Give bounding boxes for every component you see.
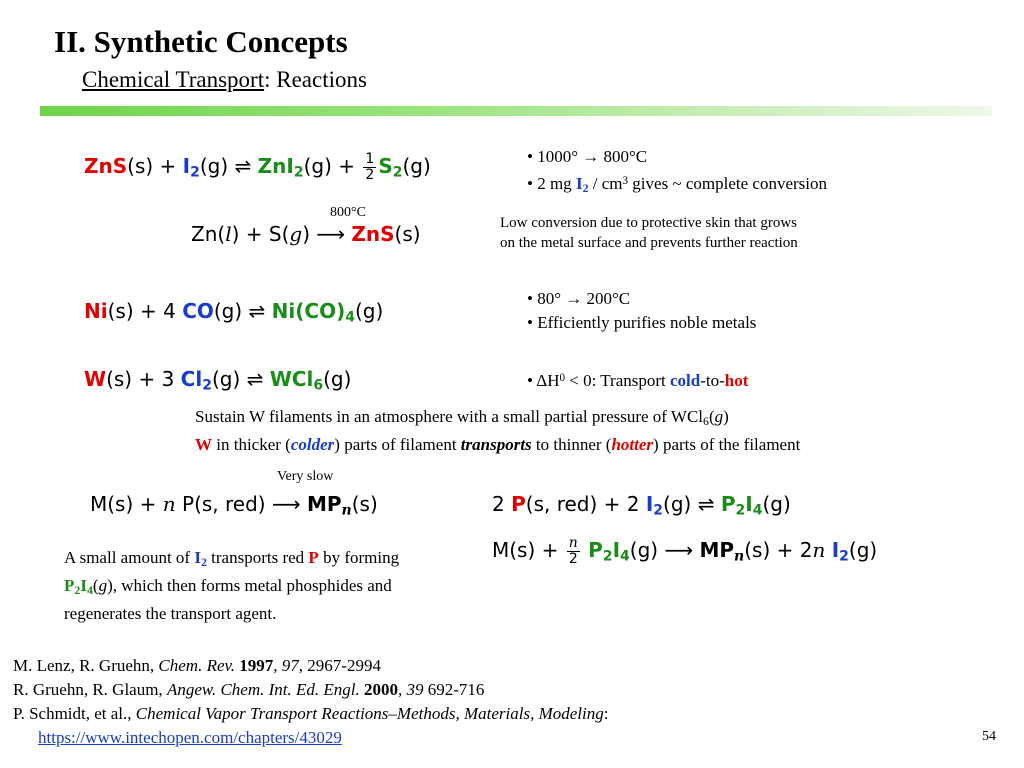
reference-1: M. Lenz, R. Gruehn, Chem. Rev. 1997, 97, 2967-2994 [13,656,381,675]
phosphorus-explanation: A small amount of $I_2$ transports red P by forming $P_2I_4(g)$, which then forms metal phosphides and regenerates the transport agent. [64,548,400,623]
note-temp: • 1000° → 800°C [527,147,648,166]
ni-formula: Ni [84,299,108,323]
reaction-p2i4-decomposition: M(s) + $\frac{n}{2}$ $P_2I_4(g)$ ⟶ $MP_n(s) + 2n$ $I_2(g)$ [492,535,878,567]
very-slow-label: Very slow [277,469,334,484]
page-subtitle [82,67,367,93]
reaction-p2i4-formation: 2 P(s, red) + 2 $I_2(g)$ ⇌ $P_2I_4(g)$ [492,492,791,519]
temp-label: 800°C [330,205,366,220]
notes-reaction3: • 80° → 200°C • Efficiently purifies noble metals [527,289,757,332]
i2-formula: $I_2$ [182,154,200,181]
zns-formula: ZnS [84,154,128,178]
notes-reaction4: • $\Delta H^0 < 0$: Transport cold-to-hot [527,370,749,390]
reaction-zn-s: Zn(l) + S(g) ⟶ ZnS(s) [191,222,421,246]
notes-reaction2: Low conversion due to protective skin that grows on the metal surface and prevents further reaction [500,215,798,251]
plus: + [159,154,177,178]
page-title: II. Synthetic Concepts [54,24,348,59]
reference-link[interactable]: https://www.intechopen.com/chapters/43029 [38,728,342,747]
tungsten-explanation: Sustain W filaments in an atmosphere with a small partial pressure of WCl$_6$(g) W in thicker (colder) parts of filament transports to thinner (hotter) parts of the filament [195,407,801,454]
cl2-formula: $Cl_2$ [180,367,212,394]
subtitle-rest: : Reactions [264,67,367,92]
subtitle-underlined: Chemical Transport [82,67,265,92]
reaction-tungsten: W(s) + 3 $Cl_2(g)$ ⇌ WCl$_6$(g) [84,367,352,394]
reference-3: P. Schmidt, et al., Chemical Vapor Transport Reactions–Methods, Materials, Modeling: [13,704,609,723]
phase: (g) [199,154,229,178]
page-number: 54 [982,729,996,744]
wcl6-formula: WCl$_6$ [269,367,324,394]
phase: (g) [402,154,431,178]
p2i4-formula: $P_2I_4$ [720,492,763,519]
fraction-n-half: $\frac{n}{2}$ [568,535,578,567]
fraction-half: $\frac{1}{2}$ [365,151,375,183]
equilibrium-arrow: ⇌ [234,154,252,178]
phase: (s) [127,154,154,178]
s2-formula: $S_2$ [378,154,403,181]
mpn-formula: $MP_n$ [306,492,352,519]
phase: (g) [303,154,332,178]
reference-2: R. Gruehn, R. Glaum, Angew. Chem. Int. Ed. Engl. 2000, 39 692-716 [13,680,485,699]
zns-formula: ZnS [351,222,395,246]
reaction-metal-phosphide: M(s) + n P(s, red) ⟶ $MP_n(s)$ [90,492,378,519]
co-formula: CO [182,299,214,323]
zni2-formula: ZnI$_2$ [257,154,304,181]
nico4-formula: $Ni(CO)_4$ [271,299,355,326]
reaction-zns-iodine [84,152,431,183]
reaction-nickel-carbonyl: Ni(s) + 4 CO(g) ⇌ $Ni(CO)_4(g)$ [84,299,384,326]
green-divider [40,106,992,116]
note-conversion: • 2 mg $I_2 / cm^3$ gives ~ complete conversion [527,173,828,195]
references [13,654,608,750]
w-formula: W [84,367,107,391]
notes-reaction1 [527,145,827,200]
plus: + [338,154,356,178]
